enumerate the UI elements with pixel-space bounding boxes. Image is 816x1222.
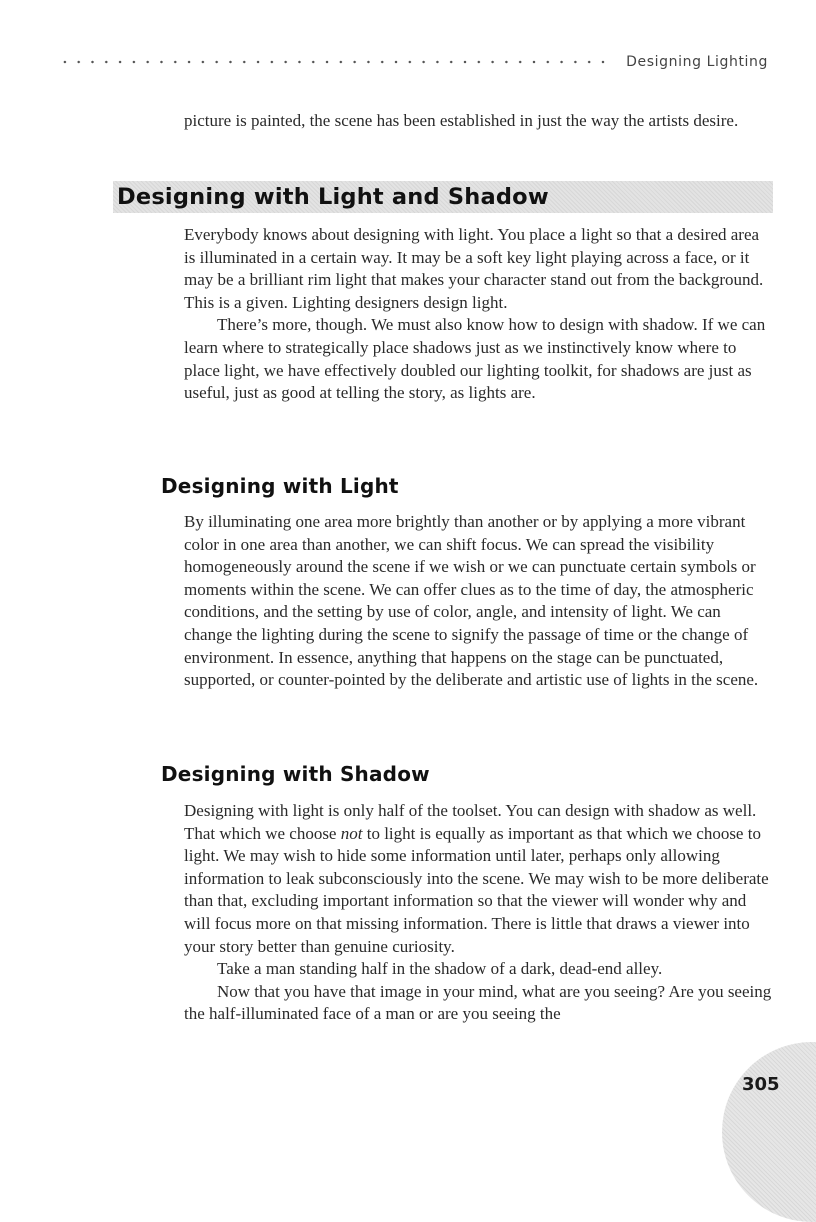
subsection-light-paragraph: By illuminating one area more brightly than another or by applying a more vibrant color in one area than another, we can shift focus. We can spread the visibility homogeneously around the scene if we wish or we can punctuate certain symbols or moments within the scene. We can offer clues as to the time of day, the atmospheric conditions, and the setting by use of color, angle, and intensity of light. We can change the lighting during the scene to signify the passage of time or the change of environment. In essence, anything that happens on the stage can be punctuated, supported, or counter-pointed by the deliberate and artistic use of lights in the scene. xyxy=(184,512,759,690)
section-paragraph-2: There’s more, though. We must also know how to design with shadow. If we can learn where to strategically place shadows just as we instinctively know where to place light, we have effectively doubled our lighting toolkit, for shadows are just as useful, just as good at telling the story, as lights are. xyxy=(184,315,766,403)
subsection-light-heading: Designing with Light xyxy=(161,474,399,498)
subsection-shadow-paragraph-2: Take a man standing half in the shadow of a dark, dead-end alley. xyxy=(217,959,663,979)
section-heading-bar xyxy=(113,181,773,213)
section-heading: Designing with Light and Shadow xyxy=(117,184,549,210)
shadow-p1-after: to light is equally as important as that which we choose to light. We may wish to hide some information until later, perhaps only allowing information to leak subconsciously into the scene. We may wish to be more deliberate than that, excluding important information so that the viewer will wonder why and will focus more on that missing information. There is little that draws a viewer into your story better than genuine curiosity. xyxy=(184,823,769,956)
section-paragraph-1: Everybody knows about designing with light. You place a light so that a desired area is illuminated in a certain way. It may be a soft key light playing across a face, or it may be a brilliant rim light that makes your character stand out from the background. This is a given. Lighting designers design light. xyxy=(184,225,764,312)
shadow-p1-emphasis: not xyxy=(340,823,363,843)
intro-paragraph: picture is painted, the scene has been established in just the way the artists desire. xyxy=(184,111,739,130)
page-number-tab xyxy=(722,1042,816,1222)
subsection-shadow-body xyxy=(184,800,772,1026)
page-number: 305 xyxy=(742,1074,780,1095)
section-body xyxy=(184,224,772,405)
subsection-shadow-paragraph-3: Now that you have that image in your mind, what are you seeing? Are you seeing the half-illuminated face of a man or are you seeing the xyxy=(184,981,772,1024)
running-head-title: Designing Lighting xyxy=(626,54,768,70)
dot-leader xyxy=(58,60,614,64)
running-head xyxy=(58,50,768,74)
subsection-light-body xyxy=(184,511,772,692)
subsection-shadow-paragraph-1 xyxy=(184,800,772,958)
subsection-shadow-heading: Designing with Shadow xyxy=(161,762,430,786)
shadow-p1-before: Designing with light is only half of the toolset. You can design with shadow as well. That which we choose xyxy=(184,801,757,843)
intro-paragraph-block xyxy=(184,110,772,133)
